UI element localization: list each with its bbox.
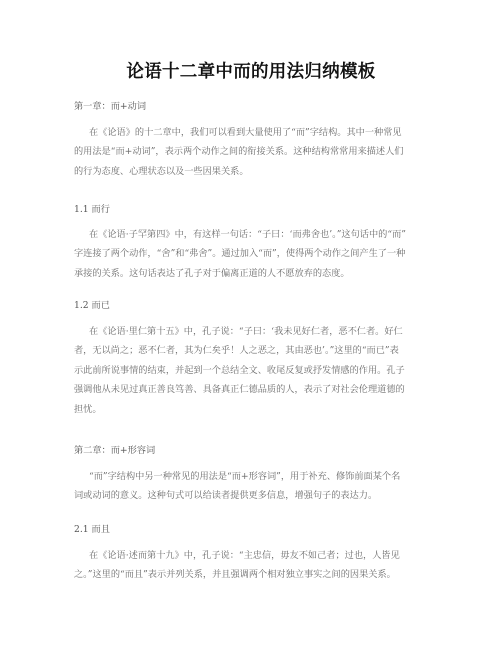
section-heading: 第一章：而+动词 [74, 101, 147, 112]
section-paragraph [74, 546, 434, 585]
paragraph-line: 的用法是“而+动词”，表示两个动作之间的衔接关系。这种结构常常用来描述人们 [74, 146, 404, 158]
section-paragraph [74, 225, 434, 283]
section-heading: 1.1 而行 [74, 204, 110, 215]
section-heading: 第二章：而+形容词 [74, 445, 156, 456]
paragraph-line: 在《论语·述而第十九》中，孔子说：“主忠信，毋友不如己者；过也，人皆见 [89, 550, 400, 561]
paragraph-line: 在《论语》的十二章中，我们可以看到大量使用了“而”字结构。其中一种常见 [89, 127, 402, 138]
paragraph-line: 担忧。 [74, 403, 102, 415]
section-paragraph [74, 123, 434, 181]
paragraph-line: 之。”这里的“而且”表示并列关系，并且强调两个相对独立事实之间的因果关系。 [74, 569, 396, 581]
paragraph-line: 示此前所说事情的结束，并起到一个总结全文、收尾反复或抒发情感的作用。孔子 [74, 364, 405, 376]
paragraph-line: 承接的关系。这句话表达了孔子对于偏离正道的人不愿放弃的态度。 [74, 267, 350, 279]
document-title: 论语十二章中而的用法归纳模板 [126, 62, 376, 82]
paragraph-line: 在《论语·子罕第四》中，有这样一句话：“子曰：‘而弗舍也’。”这句话中的“而” [89, 229, 406, 240]
paragraph-line: 强调他从未见过真正善良笃善、具备真正仁德品质的人，表示了对社会伦理道德的 [74, 384, 405, 396]
paragraph-line: 的行为态度、心理状态以及一些因果关系。 [74, 165, 249, 177]
paragraph-line: “而”字结构中另一种常见的用法是“而+形容词”，用于补充、修饰前面某个名 [89, 471, 401, 482]
paragraph-line: 字连接了两个动作，“舍”和“弗舍”。通过加入“而”，使得两个动作之间产生了一种 [74, 248, 406, 260]
section-paragraph [74, 467, 434, 506]
paragraph-line: 在《论语·里仁第十五》中，孔子说：“子曰：‘我未见好仁者，恶不仁者。好仁 [89, 326, 403, 337]
section-heading: 2.1 而且 [74, 524, 110, 535]
section-paragraph [74, 322, 434, 419]
section-heading: 1.2 而已 [74, 300, 110, 311]
paragraph-line: 者，无以尚之；恶不仁者，其为仁矣乎！人之恶之，其由恶也’。”这里的“而已”表 [74, 345, 399, 357]
paragraph-line: 词或动词的意义。这种句式可以给读者提供更多信息，增强句子的表达力。 [74, 490, 378, 502]
